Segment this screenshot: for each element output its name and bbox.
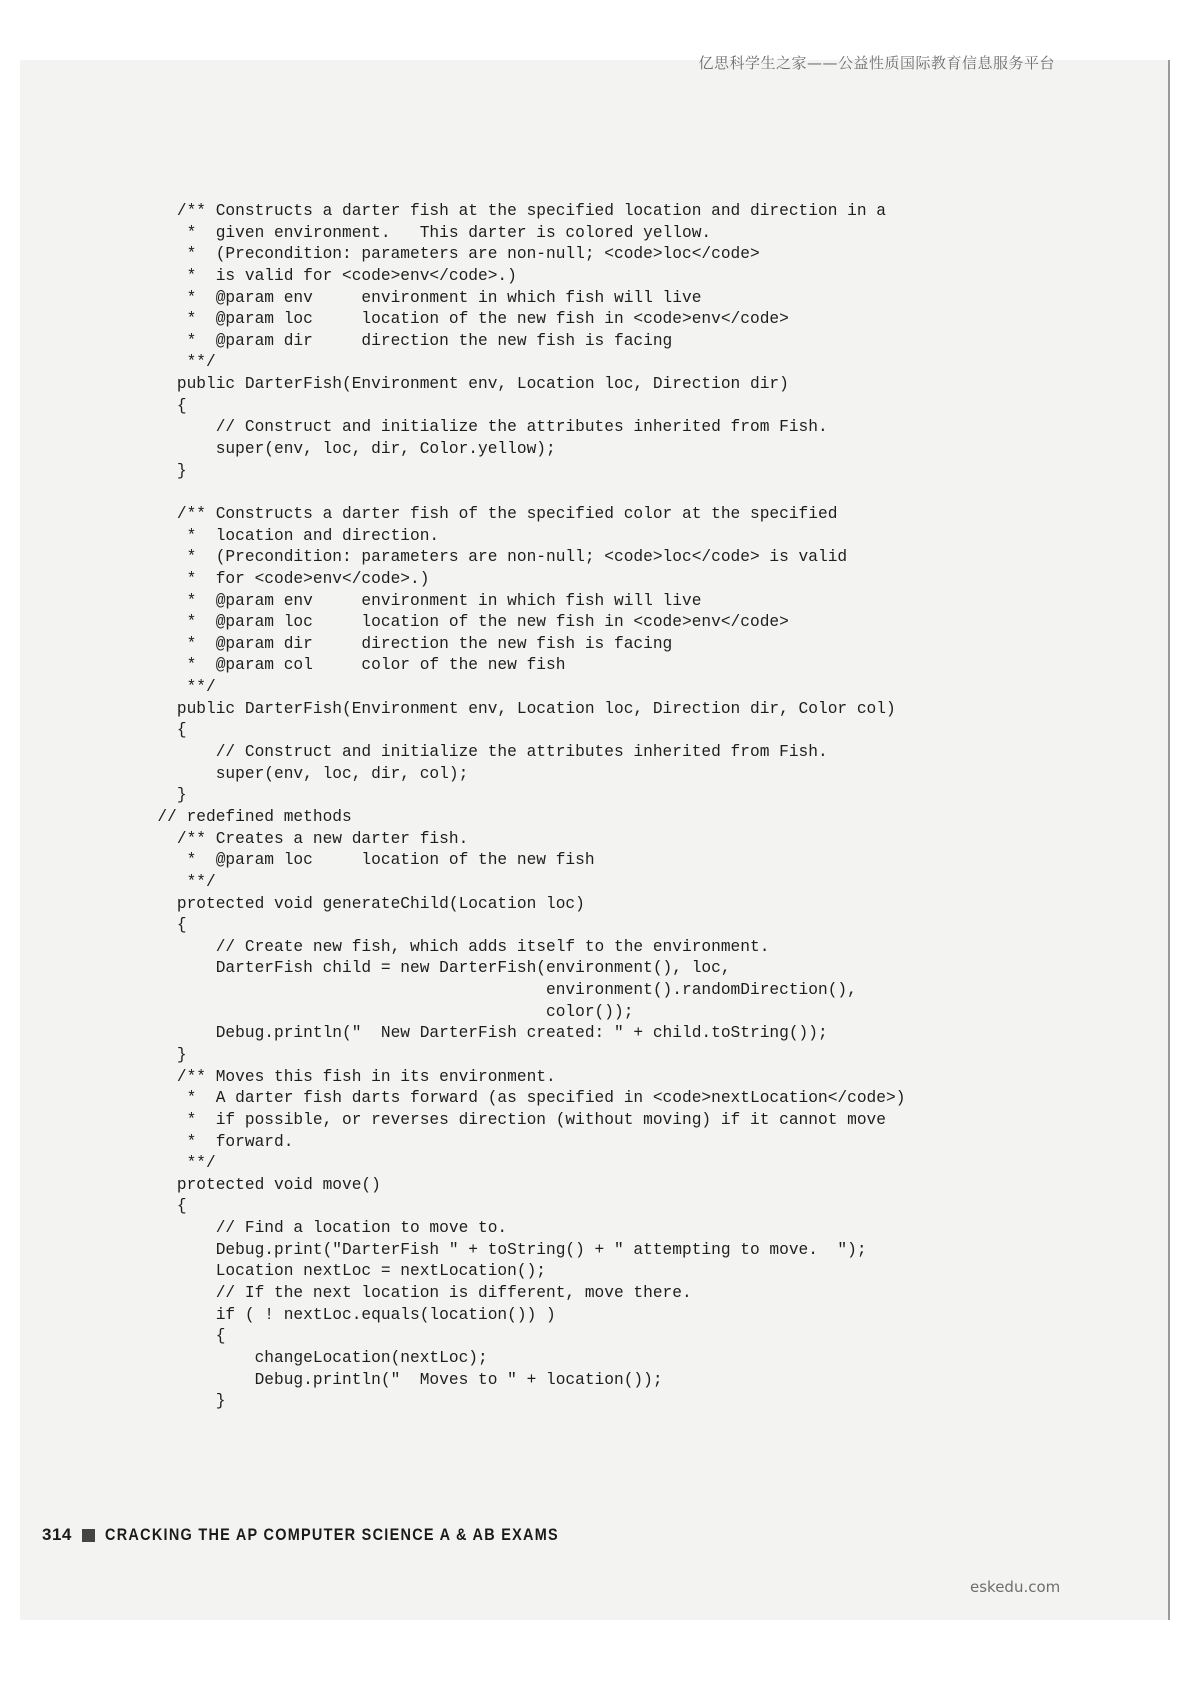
code-line: {: [138, 721, 187, 740]
code-line: protected void move(): [138, 1175, 381, 1194]
code-line: **/: [138, 678, 216, 697]
page-footer: [42, 1525, 639, 1545]
code-line: Location nextLoc = nextLocation();: [138, 1262, 546, 1281]
code-line: }: [138, 786, 187, 805]
code-line: /** Constructs a darter fish at the specified location and direction in a: [138, 202, 886, 220]
code-line: {: [138, 396, 187, 415]
code-line: Debug.println(" Moves to " + location());: [138, 1370, 663, 1389]
code-line: public DarterFish(Environment env, Location loc, Direction dir, Color col): [138, 699, 896, 718]
code-line: /** Constructs a darter fish of the specified color at the specified: [138, 504, 838, 523]
code-line: **/: [138, 353, 216, 372]
code-line: changeLocation(nextLoc);: [138, 1348, 488, 1367]
page-number: 314: [42, 1525, 72, 1544]
code-line: environment().randomDirection(),: [138, 981, 857, 1000]
code-line: }: [138, 1392, 226, 1411]
code-line: // If the next location is different, move there.: [138, 1284, 692, 1303]
code-line: // redefined methods: [138, 807, 352, 826]
code-line: * (Precondition: parameters are non-null; <code>loc</code>: [138, 245, 760, 264]
code-line: super(env, loc, dir, col);: [138, 764, 469, 783]
code-line: if ( ! nextLoc.equals(location()) ): [138, 1305, 556, 1324]
code-line: * @param dir direction the new fish is facing: [138, 634, 673, 653]
code-line: protected void generateChild(Location loc): [138, 894, 585, 913]
code-line: **/: [138, 872, 216, 891]
watermark-top: 亿思科学生之家——公益性质国际教育信息服务平台: [698, 54, 1055, 72]
code-line: * if possible, or reverses direction (without moving) if it cannot move: [138, 1110, 886, 1129]
code-line: /** Moves this fish in its environment.: [138, 1067, 556, 1086]
code-line: color());: [138, 1002, 634, 1021]
code-line: * location and direction.: [138, 526, 440, 545]
code-line: }: [138, 1045, 187, 1064]
code-line: }: [138, 461, 187, 480]
code-line: **/: [138, 1154, 216, 1173]
book-title: CRACKING THE AP COMPUTER SCIENCE A & AB EXAMS: [104, 1525, 559, 1544]
code-listing: [138, 201, 905, 1413]
code-line: {: [138, 1327, 226, 1346]
code-line: // Construct and initialize the attributes inherited from Fish.: [138, 743, 828, 762]
code-line: * forward.: [138, 1132, 294, 1151]
code-line: {: [138, 1197, 187, 1216]
code-line: * @param loc location of the new fish in <code>env</code>: [138, 613, 789, 632]
code-line: // Create new fish, which adds itself to the environment.: [138, 937, 770, 956]
code-line: {: [138, 916, 187, 935]
code-line: * @param dir direction the new fish is facing: [138, 331, 673, 350]
page-edge: [1168, 60, 1170, 1620]
code-line: * @param env environment in which fish will live: [138, 591, 702, 610]
code-line: * @param loc location of the new fish: [138, 851, 595, 870]
code-line: public DarterFish(Environment env, Location loc, Direction dir): [138, 375, 789, 394]
watermark-bottom: eskedu.com: [970, 1578, 1061, 1596]
code-line: Debug.println(" New DarterFish created: " + child.toString());: [138, 1024, 828, 1043]
code-line: // Find a location to move to.: [138, 1219, 508, 1238]
code-line: * (Precondition: parameters are non-null; <code>loc</code> is valid: [138, 548, 848, 567]
code-line: * is valid for <code>env</code>.): [138, 266, 517, 285]
code-line: * for <code>env</code>.): [138, 569, 430, 588]
code-line: * @param env environment in which fish will live: [138, 288, 702, 307]
code-line: * @param col color of the new fish: [138, 656, 566, 675]
code-line: // Construct and initialize the attributes inherited from Fish.: [138, 418, 828, 437]
code-line: /** Creates a new darter fish.: [138, 829, 469, 848]
code-line: * given environment. This darter is colored yellow.: [138, 223, 712, 242]
code-line: DarterFish child = new DarterFish(environment(), loc,: [138, 959, 731, 978]
code-line: super(env, loc, dir, Color.yellow);: [138, 440, 556, 459]
code-line: * A darter fish darts forward (as specified in <code>nextLocation</code>): [138, 1089, 906, 1108]
code-line: [138, 482, 905, 504]
footer-square-icon: [82, 1529, 95, 1542]
code-line: Debug.print("DarterFish " + toString() + " attempting to move. ");: [138, 1240, 867, 1259]
code-line: * @param loc location of the new fish in <code>env</code>: [138, 310, 789, 329]
